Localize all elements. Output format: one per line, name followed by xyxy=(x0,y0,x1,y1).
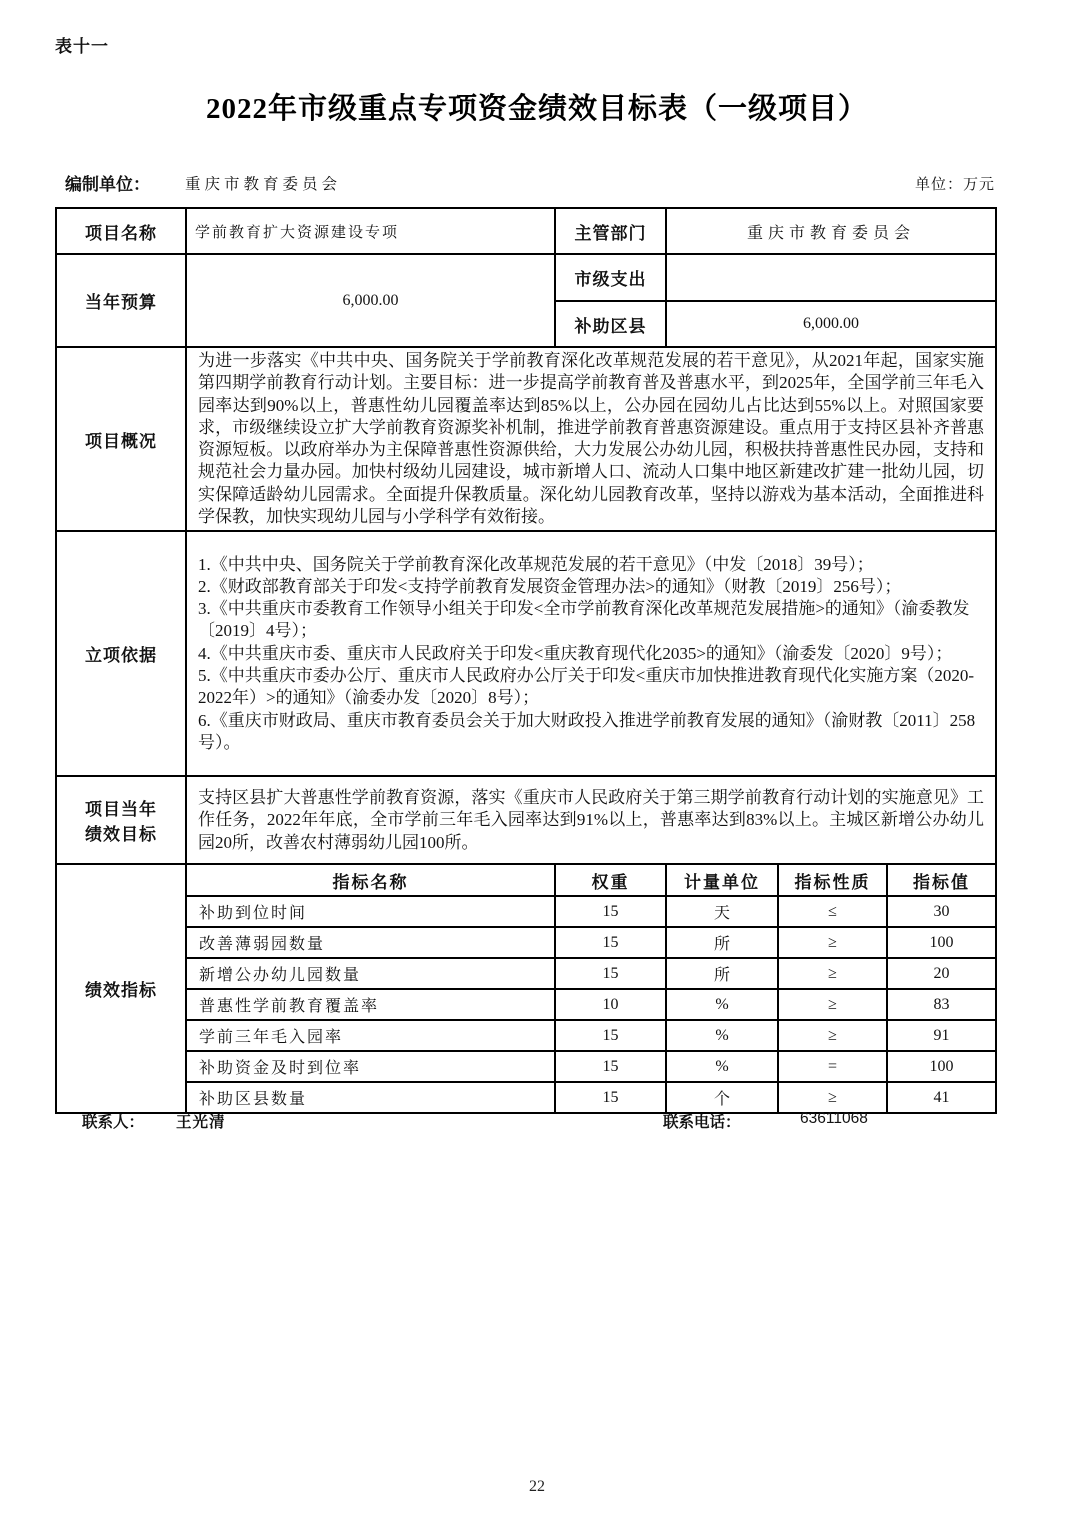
indicator-header-name: 指标名称 xyxy=(186,864,555,896)
basis-item: 2.《财政部教育部关于印发<支持学前教育发展资金管理办法>的通知》（财教〔2019〕256号）； xyxy=(198,576,902,596)
page-title: 2022年市级重点专项资金绩效目标表（一级项目） xyxy=(205,93,868,125)
indicator-unit: % xyxy=(666,989,778,1020)
city-expense-label: 市级支出 xyxy=(555,254,666,301)
prepared-by-label: 编制单位： xyxy=(65,175,150,194)
indicator-row xyxy=(56,958,996,989)
indicator-row xyxy=(56,1051,996,1082)
performance-target-table xyxy=(55,207,997,1114)
project-name-value: 学前教育扩大资源建设专项 xyxy=(186,208,555,254)
overview-text: 为进一步落实《中共中央、国务院关于学前教育深化改革规范发展的若干意见》，从2021年起，国家实施第四期学前教育行动计划。主要目标：进一步提高学前教育普及普惠水平，到2025年，全国学前三年毛入园率达到90%以上，普惠性幼儿园覆盖率达到85%以上，公办园在园幼儿占比达到55%以上。对照国家要求，市级继续设立扩大学前教育资源奖补机制，推进学前教育普惠资源建设。重点用于支持区县补齐普惠资源短板。以政府举办为主保障普惠性资源供给，大力发展公办幼儿园，积极扶持普惠性民办园，支持和规范社会力量办园。加快村级幼儿园建设，城市新增人口、流动人口集中地区新建改扩建一批幼儿园，切实保障适龄幼儿园需求。全面提升保教质量。深化幼儿园教育改革，坚持以游戏为基本活动，全面推进科学保教，加快实现幼儿园与小学科学有效衔接。 xyxy=(186,347,996,531)
table-row xyxy=(56,208,996,254)
indicators-label: 绩效指标 xyxy=(56,864,186,1113)
unit-label: 单位：万元 xyxy=(914,177,995,193)
basis-item: 6.《重庆市财政局、重庆市教育委员会关于加大财政投入推进学前教育发展的通知》（渝财教〔2011〕258号）。 xyxy=(198,710,976,752)
basis-item: 3.《中共重庆市委教育工作领导小组关于印发<全市学前教育深化改革规范发展措施>的通知》（渝委教发〔2019〕4号）； xyxy=(198,599,970,641)
indicator-row xyxy=(56,1020,996,1051)
indicator-nature: = xyxy=(778,1051,887,1082)
indicator-name: 改善薄弱园数量 xyxy=(186,927,555,958)
indicator-value: 100 xyxy=(887,1051,996,1082)
table-row xyxy=(56,776,996,864)
indicator-value: 83 xyxy=(887,989,996,1020)
basis-item: 1.《中共中央、国务院关于学前教育深化改革规范发展的若干意见》（中发〔2018〕39号）； xyxy=(198,554,874,574)
goal-label-text: 项目当年绩效目标 xyxy=(85,800,157,845)
indicator-nature: ≥ xyxy=(778,1082,887,1113)
indicator-weight: 15 xyxy=(555,927,666,958)
indicator-unit: 个 xyxy=(666,1082,778,1113)
indicator-weight: 15 xyxy=(555,958,666,989)
indicator-unit: % xyxy=(666,1020,778,1051)
indicator-nature: ≥ xyxy=(778,958,887,989)
indicator-value: 30 xyxy=(887,896,996,927)
table-row xyxy=(56,254,996,301)
indicator-weight: 10 xyxy=(555,989,666,1020)
contact-label: 联系人： xyxy=(82,1114,145,1131)
indicator-name: 补助到位时间 xyxy=(186,896,555,927)
phone-label: 联系电话： xyxy=(663,1114,741,1131)
indicator-nature: ≥ xyxy=(778,927,887,958)
indicator-value: 20 xyxy=(887,958,996,989)
indicator-weight: 15 xyxy=(555,1082,666,1113)
subsidy-label: 补助区县 xyxy=(555,301,666,347)
contact-row xyxy=(0,1110,1074,1134)
table-tag: 表十一 xyxy=(55,37,109,56)
indicator-row xyxy=(56,896,996,927)
indicator-unit: 所 xyxy=(666,927,778,958)
indicator-name: 学前三年毛入园率 xyxy=(186,1020,555,1051)
table-row xyxy=(56,531,996,776)
project-name-label: 项目名称 xyxy=(56,208,186,254)
budget-value: 6,000.00 xyxy=(186,254,555,347)
overview-label: 项目概况 xyxy=(56,347,186,531)
budget-label: 当年预算 xyxy=(56,254,186,347)
indicator-header-nature: 指标性质 xyxy=(778,864,887,896)
basis-item: 5.《中共重庆市委办公厅、重庆市人民政府办公厅关于印发<重庆市加快推进教育现代化实施方案（2020-2022年）>的通知》（渝委办发〔2020〕8号）； xyxy=(198,666,974,708)
indicator-header-weight: 权重 xyxy=(555,864,666,896)
indicator-row xyxy=(56,927,996,958)
indicator-weight: 15 xyxy=(555,1020,666,1051)
prepared-by-row xyxy=(55,170,995,194)
contact-value: 王光清 xyxy=(176,1114,226,1131)
goal-label xyxy=(56,776,186,864)
indicator-nature: ≥ xyxy=(778,989,887,1020)
indicator-header-value: 指标值 xyxy=(887,864,996,896)
indicator-header-row xyxy=(56,864,996,896)
indicator-value: 91 xyxy=(887,1020,996,1051)
city-expense-value xyxy=(666,254,996,301)
indicator-name: 普惠性学前教育覆盖率 xyxy=(186,989,555,1020)
indicator-row xyxy=(56,1082,996,1113)
dept-label: 主管部门 xyxy=(555,208,666,254)
indicator-unit: 所 xyxy=(666,958,778,989)
indicator-unit: 天 xyxy=(666,896,778,927)
indicator-header-unit: 计量单位 xyxy=(666,864,778,896)
prepared-by-value: 重庆市教育委员会 xyxy=(185,176,342,193)
basis-item: 4.《中共重庆市委、重庆市人民政府关于印发<重庆教育现代化2035>的通知》（渝委发〔2020〕9号）； xyxy=(198,643,953,663)
indicator-value: 100 xyxy=(887,927,996,958)
indicator-name: 新增公办幼儿园数量 xyxy=(186,958,555,989)
indicator-name: 补助资金及时到位率 xyxy=(186,1051,555,1082)
page-number: 22 xyxy=(529,1478,545,1495)
dept-value: 重庆市教育委员会 xyxy=(666,208,996,254)
indicator-row xyxy=(56,989,996,1020)
phone-value: 63611068 xyxy=(800,1110,868,1127)
indicator-weight: 15 xyxy=(555,1051,666,1082)
indicator-weight: 15 xyxy=(555,896,666,927)
indicator-unit: % xyxy=(666,1051,778,1082)
goal-text: 支持区县扩大普惠性学前教育资源，落实《重庆市人民政府关于第三期学前教育行动计划的实施意见》工作任务，2022年年底，全市学前三年毛入园率达到91%以上，普惠率达到83%以上。主城区新增公办幼儿园20所，改善农村薄弱幼儿园100所。 xyxy=(186,776,996,864)
indicator-nature: ≤ xyxy=(778,896,887,927)
basis-label: 立项依据 xyxy=(56,531,186,776)
basis-text xyxy=(186,531,996,776)
indicator-name: 补助区县数量 xyxy=(186,1082,555,1113)
indicator-value: 41 xyxy=(887,1082,996,1113)
indicator-nature: ≥ xyxy=(778,1020,887,1051)
table-row xyxy=(56,347,996,531)
subsidy-value: 6,000.00 xyxy=(666,301,996,347)
